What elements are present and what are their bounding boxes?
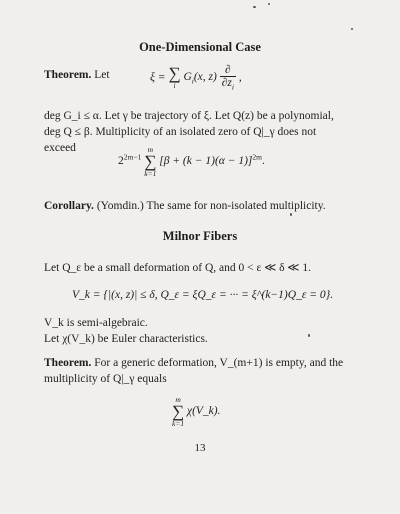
scan-speck (290, 213, 292, 216)
page-number: 13 (194, 442, 206, 454)
theorem2-line-2: multiplicity of Q|_γ equals (44, 373, 167, 385)
bound-sum: m ∑ k=1 (144, 145, 157, 178)
section-title-one-dimensional: One-Dimensional Case (139, 40, 261, 54)
theorem-intro: Let (94, 69, 110, 81)
eq-partial-fraction: $\frac{\partial}{\partial z_i}$ (221, 64, 234, 92)
eq-sum: ∑ i (168, 63, 181, 90)
section-title-milnor-fibers: Milnor Fibers (162, 229, 238, 243)
theorem-label: Theorem. (44, 69, 92, 81)
deformation-line: Let Q_ε be a small deformation of Q, and 0 < ε ≪ δ ≪ 1. (44, 262, 311, 274)
scan-speck (253, 6, 256, 8)
theorem-line-3: exceed (44, 142, 76, 154)
eq-lhs: ξ = (150, 71, 169, 84)
multiplicity-bound-formula: $2^{2m-1}$ m ∑ k=1 $[\beta + (k - 1)(\alpha - 1)]^{2m}$. (118, 145, 265, 178)
theorem-heading (44, 69, 110, 81)
scan-speck (351, 28, 353, 30)
theorem2-label: Theorem. (44, 357, 92, 369)
theorem2-line-1 (44, 357, 343, 369)
euler-characteristic-line: Let χ(V_k) be Euler characteristics. (44, 333, 208, 345)
scan-speck (268, 3, 270, 5)
eq-term: $G_i(x$, z) (183, 71, 217, 86)
euler-sum: m ∑ k=1 (172, 395, 185, 428)
theorem-line-1: deg G_i ≤ α. Let γ be trajectory of ξ. Let Q(z) be a polynomial, (44, 110, 334, 122)
theorem2-text: For a generic deformation, V_(m+1) is empty, and the (94, 357, 344, 369)
scan-speck (308, 334, 310, 337)
vk-equation: V_k = {|(x, z)| ≤ δ, Q_ε = ξQ_ε = ··· = ξ^(k−1)Q_ε = 0}. (72, 289, 334, 301)
euler-sum-formula: m ∑ k=1 χ(V_k). (172, 395, 221, 428)
corollary-label: Corollary. (44, 200, 94, 212)
corollary-text: (Yomdin.) The same for non-isolated multiplicity. (96, 200, 326, 212)
vector-field-equation: ξ = ∑ i $G_i(x$, z) $\frac{\partial}{\partial z_i}$ , (150, 63, 242, 92)
theorem-line-2: deg Q ≤ β. Multiplicity of an isolated zero of Q|_γ does not (44, 126, 317, 138)
corollary (44, 200, 326, 212)
semi-algebraic-line: V_k is semi-algebraic. (44, 317, 148, 329)
